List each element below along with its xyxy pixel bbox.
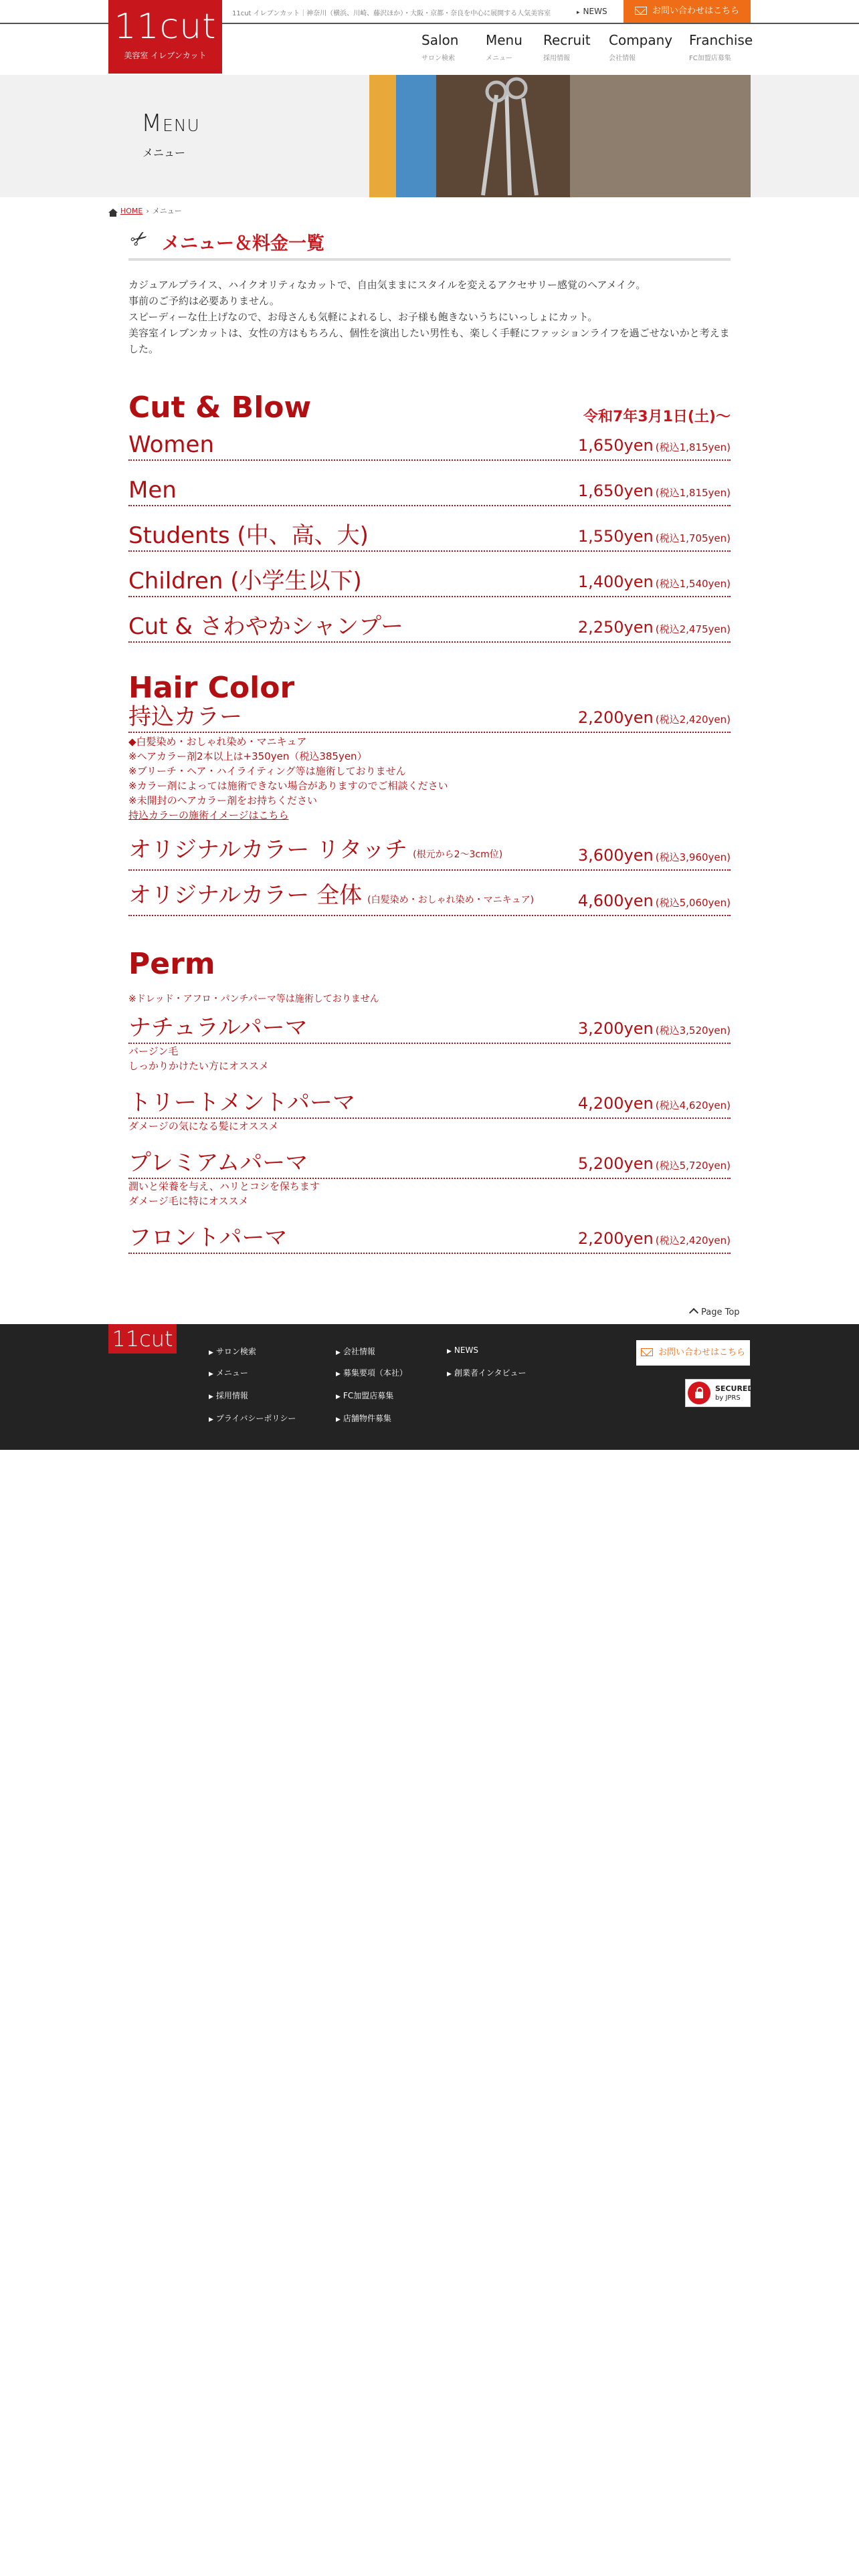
price-tax: (税込1,705yen) (655, 532, 731, 544)
main-content (128, 221, 731, 1254)
price-value: 5,200yen (577, 1154, 654, 1173)
triangle-icon: ▶ (209, 1394, 213, 1400)
price-effective-date: 令和7年3月1日(土)〜 (583, 409, 731, 425)
menu-row (128, 1226, 731, 1254)
secured-by-label: by JPRS (715, 1394, 741, 1402)
price-value: 1,650yen (577, 481, 654, 500)
nav-sublabel: サロン検索 (421, 55, 455, 62)
footer-link[interactable] (447, 1346, 478, 1355)
intro-text (128, 277, 731, 357)
menu-item-name: Women (128, 431, 215, 458)
nav-sublabel: 採用情報 (543, 55, 570, 62)
menu-row (128, 1091, 731, 1119)
footer-link-label: 募集要項（本社） (343, 1368, 407, 1378)
price-tax: (税込3,520yen) (655, 1025, 731, 1037)
perm-notice: ※ドレッド・アフロ・パンチパーマ等は施術しておりません (128, 994, 379, 1004)
logo-subtitle: 美容室 イレブンカット (124, 51, 207, 60)
price-tax: (税込1,815yen) (655, 441, 731, 453)
nav-sublabel: 会社情報 (609, 55, 636, 62)
menu-row (128, 521, 731, 552)
jprs-secured-badge[interactable] (685, 1379, 754, 1407)
menu-item-price (578, 843, 731, 869)
nav-label: Company (609, 32, 673, 48)
menu-item-note: (根元から2〜3cm位) (413, 849, 503, 860)
logo-text: 11cut (114, 7, 217, 47)
nav-label: Franchise (689, 32, 753, 48)
menu-item-price (578, 1016, 731, 1043)
menu-item-price (578, 1152, 731, 1178)
price-tax: (税込5,720yen) (655, 1160, 731, 1172)
price-tax: (税込3,960yen) (655, 851, 731, 863)
menu-item-price (578, 615, 731, 641)
price-tax: (税込5,060yen) (655, 897, 731, 909)
menu-item-price (578, 433, 731, 459)
note-line: ※カラー剤によっては施術できない場合がありますのでご相談ください (128, 780, 448, 792)
menu-row (128, 882, 731, 916)
section-title: Hair Color (128, 671, 295, 705)
triangle-icon: ▶ (447, 1348, 452, 1355)
menu-item-price (578, 524, 731, 550)
note-line: ※ブリーチ・ヘア・ハイライティング等は施術しておりません (128, 765, 406, 777)
footer-link-label: 店舗物件募集 (343, 1414, 391, 1423)
menu-item-name: Students (中、高、大) (128, 522, 369, 549)
menu-item-name (128, 881, 534, 915)
menu-item-price (578, 479, 731, 505)
price-value: 3,600yen (577, 846, 654, 865)
nav-company[interactable] (609, 32, 672, 62)
arrow-icon: ▸ (577, 9, 580, 16)
page-title: メニュー＆料金一覧 (162, 233, 324, 254)
footer-link[interactable] (336, 1412, 391, 1424)
note-line: ※ヘアカラー剤2本以上は+350yen（税込385yen） (128, 750, 367, 762)
footer-link-label: プライバシーポリシー (215, 1414, 296, 1423)
scissors-icon: ✂ (126, 224, 153, 254)
mail-icon (641, 1348, 653, 1356)
nav-franchise[interactable] (689, 32, 753, 62)
triangle-icon: ▶ (336, 1350, 341, 1356)
color-notes (128, 734, 731, 823)
price-value: 1,550yen (577, 527, 654, 546)
hero-scissors-image (369, 75, 751, 197)
footer-link[interactable] (336, 1390, 393, 1401)
footer-link-label: 創業者インタビュー (454, 1368, 527, 1378)
footer-link-label: FC加盟店募集 (343, 1391, 394, 1400)
breadcrumb (108, 205, 182, 216)
note-line: ※未開封のヘアカラー剤をお持ちください (128, 794, 317, 807)
home-icon (108, 209, 118, 213)
price-tax: (税込2,420yen) (655, 714, 731, 726)
price-tax: (税込4,620yen) (655, 1099, 731, 1111)
nav-sublabel: FC加盟店募集 (689, 55, 731, 62)
menu-item-name: Children (小学生以下) (128, 568, 362, 595)
site-tagline: 11cut イレブンカット｜神奈川（横浜、川崎、藤沢ほか）・大阪・京都・奈良を中心に展開する人気美容室 (232, 10, 551, 17)
nav-salon[interactable] (421, 32, 458, 62)
section-title: Perm (128, 947, 215, 981)
price-value: 2,200yen (577, 1229, 654, 1248)
note-line: 潤いと栄養を与え、ハリとコシを保ちます (128, 1180, 320, 1192)
note-line: ダメージの気になる髪にオススメ (128, 1120, 279, 1132)
price-tax: (税込1,815yen) (655, 487, 731, 499)
intro-line: スピーディーな仕上げなので、お母さんも気軽によれるし、お子様も飽きないうちにいっしょにカット。 (128, 311, 598, 323)
footer-link-label: 会社情報 (343, 1347, 375, 1356)
nav-label: Menu (486, 32, 522, 48)
triangle-icon: ▶ (336, 1394, 341, 1400)
nav-sublabel: メニュー (486, 55, 512, 62)
footer-link[interactable] (209, 1412, 296, 1424)
triangle-icon: ▶ (336, 1416, 341, 1423)
triangle-icon: ▶ (336, 1371, 341, 1378)
price-value: 2,250yen (577, 618, 654, 637)
menu-item-name: フロントパーマ (128, 1224, 288, 1251)
price-value: 4,600yen (577, 891, 654, 910)
menu-row (128, 475, 731, 506)
menu-item-price (578, 706, 731, 732)
menu-row (128, 1151, 731, 1179)
news-label: NEWS (583, 7, 607, 16)
hero-banner (0, 75, 859, 197)
nav-label: Recruit (543, 32, 591, 48)
footer-link[interactable] (209, 1390, 248, 1401)
note-line: しっかりかけたい方にオススメ (128, 1060, 269, 1072)
footer-link-label: サロン検索 (215, 1347, 256, 1356)
triangle-icon: ▶ (447, 1371, 452, 1378)
price-value: 1,400yen (577, 572, 654, 591)
nav-menu[interactable] (486, 32, 522, 62)
chevron-up-icon (689, 1308, 698, 1317)
cut-section (128, 391, 731, 643)
menu-item-price (578, 570, 731, 596)
intro-line: カジュアルプライス、ハイクオリティなカットで、自由気ままにスタイルを変えるアクセサリー感覚のヘアメイク。 (128, 279, 646, 291)
menu-item-name: トリートメントパーマ (128, 1089, 355, 1116)
footer-logo[interactable]: 11cut (108, 1324, 177, 1354)
menu-item-name: ナチュラルパーマ (128, 1014, 308, 1041)
triangle-icon: ▶ (209, 1371, 213, 1378)
triangle-icon: ▶ (209, 1416, 213, 1423)
nav-recruit[interactable] (543, 32, 591, 62)
menu-row (128, 1016, 731, 1044)
footer-link[interactable] (447, 1367, 526, 1378)
note-line: ◆白髪染め・おしゃれ染め・マニキュア (128, 736, 307, 748)
breadcrumb-home-link[interactable]: HOME (120, 207, 143, 215)
menu-item-note: (白髪染め・おしゃれ染め・マニキュア) (367, 895, 535, 905)
nav-label: Salon (421, 32, 459, 48)
footer-link-label: メニュー (215, 1368, 248, 1378)
breadcrumb-separator: › (146, 207, 149, 215)
menu-item-price (578, 1226, 731, 1253)
section-title: Cut & Blow (128, 391, 312, 425)
menu-item-name: Men (128, 477, 177, 504)
scissors-icon (443, 75, 570, 197)
color-image-link[interactable]: 持込カラーの施術イメージはこちら (128, 809, 289, 821)
price-tax: (税込2,475yen) (655, 623, 731, 635)
breadcrumb-current: メニュー (152, 207, 182, 215)
note-line: バージン毛 (128, 1045, 179, 1057)
lock-icon (688, 1382, 710, 1404)
hero-subtitle: メニュー (142, 146, 186, 159)
note-line: ダメージ毛に特にオススメ (128, 1195, 249, 1207)
menu-item-label: オリジナルカラー リタッチ (128, 837, 408, 863)
mail-icon (635, 7, 647, 15)
price-value: 3,200yen (577, 1019, 654, 1038)
menu-item-price (578, 889, 731, 915)
intro-line: 美容室イレブンカットは、女性の方はもちろん、個性を演出したい男性も、楽しく手軽にファッションライフを過ごせないかと考えました。 (128, 327, 730, 355)
menu-item-name: Cut & さわやかシャンプー (128, 613, 404, 640)
menu-row (128, 566, 731, 597)
site-footer (0, 1324, 859, 1450)
contact-label: お問い合わせはこちら (652, 6, 739, 16)
menu-item-price (578, 1091, 731, 1117)
price-value: 2,200yen (577, 708, 654, 727)
menu-row (128, 705, 731, 733)
menu-item-name: プレミアムパーマ (128, 1150, 308, 1176)
intro-line: 事前のご予約は必要ありません。 (128, 295, 280, 307)
menu-item-name: 持込カラー (128, 704, 242, 730)
menu-item-name (128, 835, 502, 869)
page-top-link[interactable] (690, 1307, 740, 1317)
footer-link[interactable] (209, 1367, 248, 1378)
menu-row (128, 837, 731, 871)
menu-row (128, 430, 731, 461)
news-link[interactable] (577, 7, 607, 16)
perm-section (128, 947, 731, 1254)
site-logo[interactable] (108, 0, 222, 74)
page-heading (128, 221, 731, 261)
footer-link-label: 採用情報 (215, 1391, 248, 1400)
menu-item-label: オリジナルカラー 全体 (128, 882, 363, 909)
color-section (128, 671, 731, 916)
triangle-icon: ▶ (209, 1350, 213, 1356)
price-value: 4,200yen (577, 1094, 654, 1113)
hero-title: Menu (141, 110, 200, 137)
menu-row (128, 612, 731, 643)
footer-link-label: NEWS (454, 1346, 478, 1355)
secured-label: SECURED (715, 1384, 754, 1393)
footer-link[interactable] (209, 1346, 256, 1357)
footer-link[interactable] (336, 1367, 407, 1378)
page-top-label: Page Top (701, 1307, 740, 1317)
price-tax: (税込2,420yen) (655, 1235, 731, 1247)
footer-contact-button[interactable] (636, 1340, 750, 1366)
contact-button[interactable] (624, 0, 751, 23)
site-header (0, 0, 859, 75)
footer-link[interactable] (336, 1346, 375, 1357)
price-value: 1,650yen (577, 436, 654, 455)
price-tax: (税込1,540yen) (655, 578, 731, 590)
footer-contact-label: お問い合わせはこちら (658, 1348, 745, 1358)
